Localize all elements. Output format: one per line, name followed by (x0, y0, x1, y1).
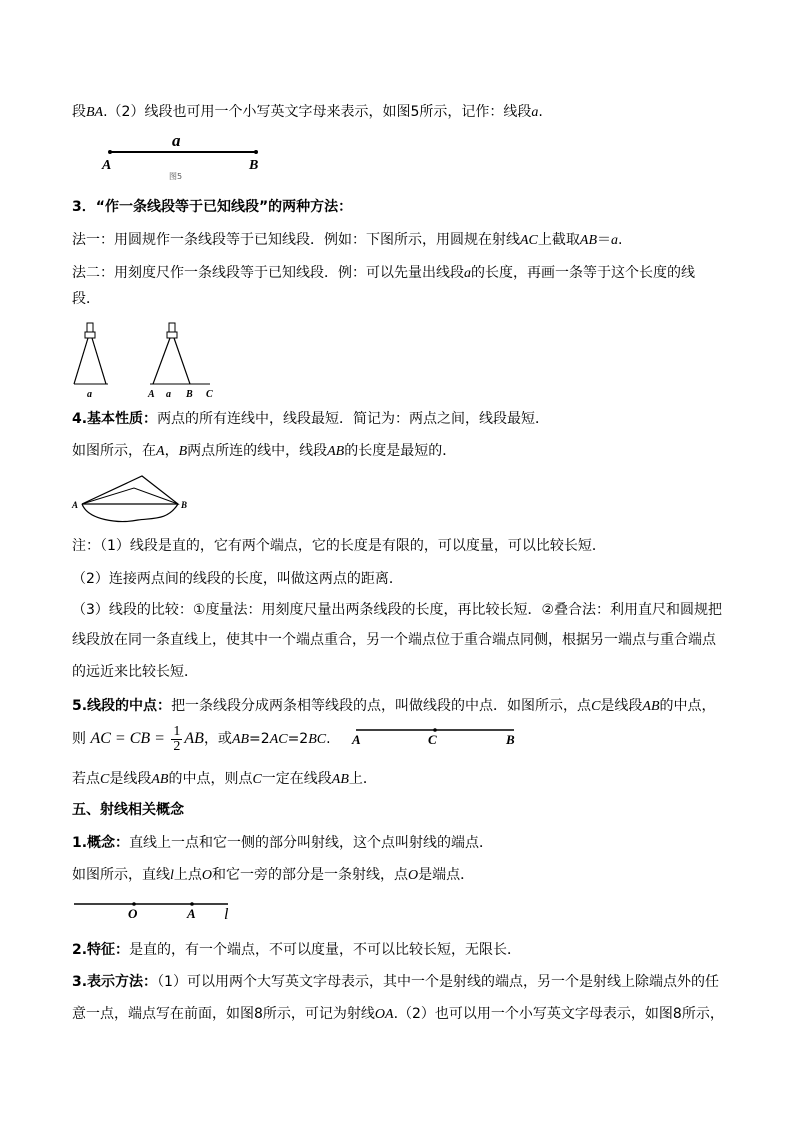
segment-name: AB (327, 444, 345, 459)
text: 和它一旁的部分是一条射线，点 (212, 867, 409, 883)
paragraph-segment-notation (72, 103, 543, 122)
endpoint-b (254, 150, 258, 154)
label-a: a (166, 389, 171, 398)
note-3-line-2: 线段放在同一条直线上，使其中一个端点重合，另一个端点位于重合端点同侧，根据另一端点与重合端点 (72, 632, 716, 648)
label-B: B (181, 500, 188, 510)
formula-lhs: AC = CB = (90, 730, 165, 747)
point-B: B (178, 444, 188, 459)
section-5-midpoint (72, 697, 716, 716)
text: . (538, 104, 543, 120)
segment-name: AB (642, 699, 660, 714)
point-C: C (100, 772, 110, 787)
text: 的中点，则点 (168, 771, 253, 787)
fraction-one-half (171, 725, 182, 754)
ray-features (72, 941, 521, 959)
ray-notation-title: 3.表示方法： (72, 974, 158, 990)
text: 是线段 (600, 698, 643, 714)
point-C: C (252, 772, 262, 787)
note-2: （2）连接两点间的线段的长度，叫做这两点的距离． (72, 571, 403, 587)
segment-name: AB (151, 772, 169, 787)
text: 上． (348, 771, 377, 787)
label-a: a (87, 389, 92, 398)
section-4-title: 4.基本性质： (72, 411, 158, 427)
label-a: a (172, 131, 181, 150)
point-A: A (156, 444, 165, 459)
text: . (618, 232, 623, 248)
ray-concept (72, 834, 493, 852)
label-B: B (506, 732, 515, 747)
endpoint-a (108, 150, 112, 154)
label-C: C (206, 389, 213, 398)
compass-figure (68, 318, 218, 398)
midpoint-conclusion (72, 770, 377, 789)
note-3-line-1: （3）线段的比较：①度量法：用刻度尺量出两条线段的长度，再比较长短．②叠合法：利用直尺和圆规把 (72, 602, 723, 618)
text: 的长度是最短的． (344, 443, 457, 459)
method-1 (72, 231, 622, 250)
text: ＝ (597, 232, 611, 248)
text: 是端点． (418, 867, 475, 883)
method-2-line-1 (72, 264, 695, 283)
point-O: O (201, 868, 213, 883)
ray-example (72, 866, 474, 885)
ray-features-title: 2.特征： (72, 942, 130, 958)
label-A: A (352, 732, 361, 747)
label-A: A (102, 158, 112, 173)
text: 则 (72, 731, 86, 747)
method-2-line-2: 段． (72, 291, 100, 307)
segment-name: AB (579, 233, 597, 248)
fraction-denominator: 2 (173, 738, 181, 754)
text: 如图所示，直线 (72, 867, 170, 883)
compass-left (74, 323, 108, 398)
compass-right (147, 323, 213, 398)
ray-notation-line-1 (72, 973, 719, 991)
section-4-example (72, 442, 456, 461)
fraction-numerator: 1 (173, 723, 181, 739)
text: 把一条线段分成两条相等线段的点，叫做线段的中点．如图所示，点 (171, 698, 592, 714)
broken-path (82, 488, 178, 504)
text: 上截取 (537, 232, 580, 248)
ray-name: AC (520, 233, 538, 248)
text: 是线段 (109, 771, 152, 787)
formula-text: =2 (287, 731, 309, 747)
formula-text: AB (231, 732, 250, 747)
figure-5-segment (96, 128, 276, 184)
ray-notation-line-2 (72, 1005, 724, 1024)
text: 意一点，端点写在前面，如图8所示，可记为射线 (72, 1006, 375, 1022)
segment-letter: a (611, 233, 618, 248)
text: .（2）也可以用一个小写英文字母表示，如图8所示， (393, 1006, 724, 1022)
formula-text: =2 (249, 731, 270, 747)
line-l: l (170, 868, 174, 883)
figure-caption: 图5 (169, 172, 183, 181)
text: .（2）线段也可用一个小写英文字母来表示，如图5所示，记作：线段 (103, 104, 532, 120)
text: 的中点， (659, 698, 716, 714)
text: 法一：用圆规作一条线段等于已知线段．例如：下图所示，用圆规在射线 (72, 232, 520, 248)
label-C: C (428, 732, 437, 747)
section-5-title: 5.线段的中点： (72, 698, 172, 714)
text: 一定在线段 (261, 771, 332, 787)
curved-path (82, 504, 178, 521)
label-A: A (187, 906, 196, 921)
text: 的长度，再画一条等于这个长度的线 (471, 265, 695, 281)
ray-concept-title: 1.概念： (72, 835, 130, 851)
text: . (326, 731, 331, 747)
midpoint-formula (72, 724, 331, 755)
text: 是直的，有一个端点，不可以度量，不可以比较长短，无限长． (129, 942, 522, 958)
ray-figure (68, 892, 248, 926)
text: 两点的所有连线中，线段最短．简记为：两点之间，线段最短． (157, 411, 550, 427)
label-A: A (148, 389, 155, 398)
ray-name: OA (374, 1007, 394, 1022)
segment-name: BA (86, 105, 104, 120)
midpoint-figure (348, 722, 528, 752)
text: 直线上一点和它一侧的部分叫射线，这个点叫射线的端点． (129, 835, 494, 851)
segment-letter: a (531, 105, 539, 120)
text: ， (164, 443, 179, 459)
shortest-path-figure (68, 470, 198, 530)
label-l: l (224, 906, 229, 923)
section-4-basic-property (72, 410, 549, 428)
note-3-line-3: 的远近来比较长短． (72, 664, 198, 680)
label-A: A (72, 500, 79, 510)
text: ，或 (203, 731, 232, 747)
text: 上点 (173, 867, 202, 883)
point-C: C (591, 699, 601, 714)
text: 两点所连的线中，线段 (187, 443, 328, 459)
text: 段 (72, 104, 86, 120)
text: 若点 (72, 771, 100, 787)
segment-name: AB (331, 772, 349, 787)
label-B: B (249, 158, 259, 173)
text: （1）可以用两个大写英文字母表示，其中一个是射线的端点，另一个是射线上除端点外的任 (157, 974, 719, 990)
note-1: 注：（1）线段是直的，它有两个端点，它的长度是有限的，可以度量，可以比较长短． (72, 538, 606, 554)
text: 法二：用刻度尺作一条线段等于已知线段．例：可以先量出线段 (72, 265, 464, 281)
label-B: B (186, 389, 193, 398)
segment-letter: a (464, 266, 471, 281)
text: 如图所示，在 (72, 443, 156, 459)
ray-section-title: 五、射线相关概念 (72, 802, 184, 818)
point-O: O (408, 868, 419, 883)
formula-text: AC (269, 732, 288, 747)
label-O: O (128, 906, 138, 921)
formula-text: BC (308, 732, 327, 747)
section-3-title: 3．“作一条线段等于已知线段”的两种方法： (72, 199, 353, 215)
formula-ab: AB (184, 730, 204, 747)
